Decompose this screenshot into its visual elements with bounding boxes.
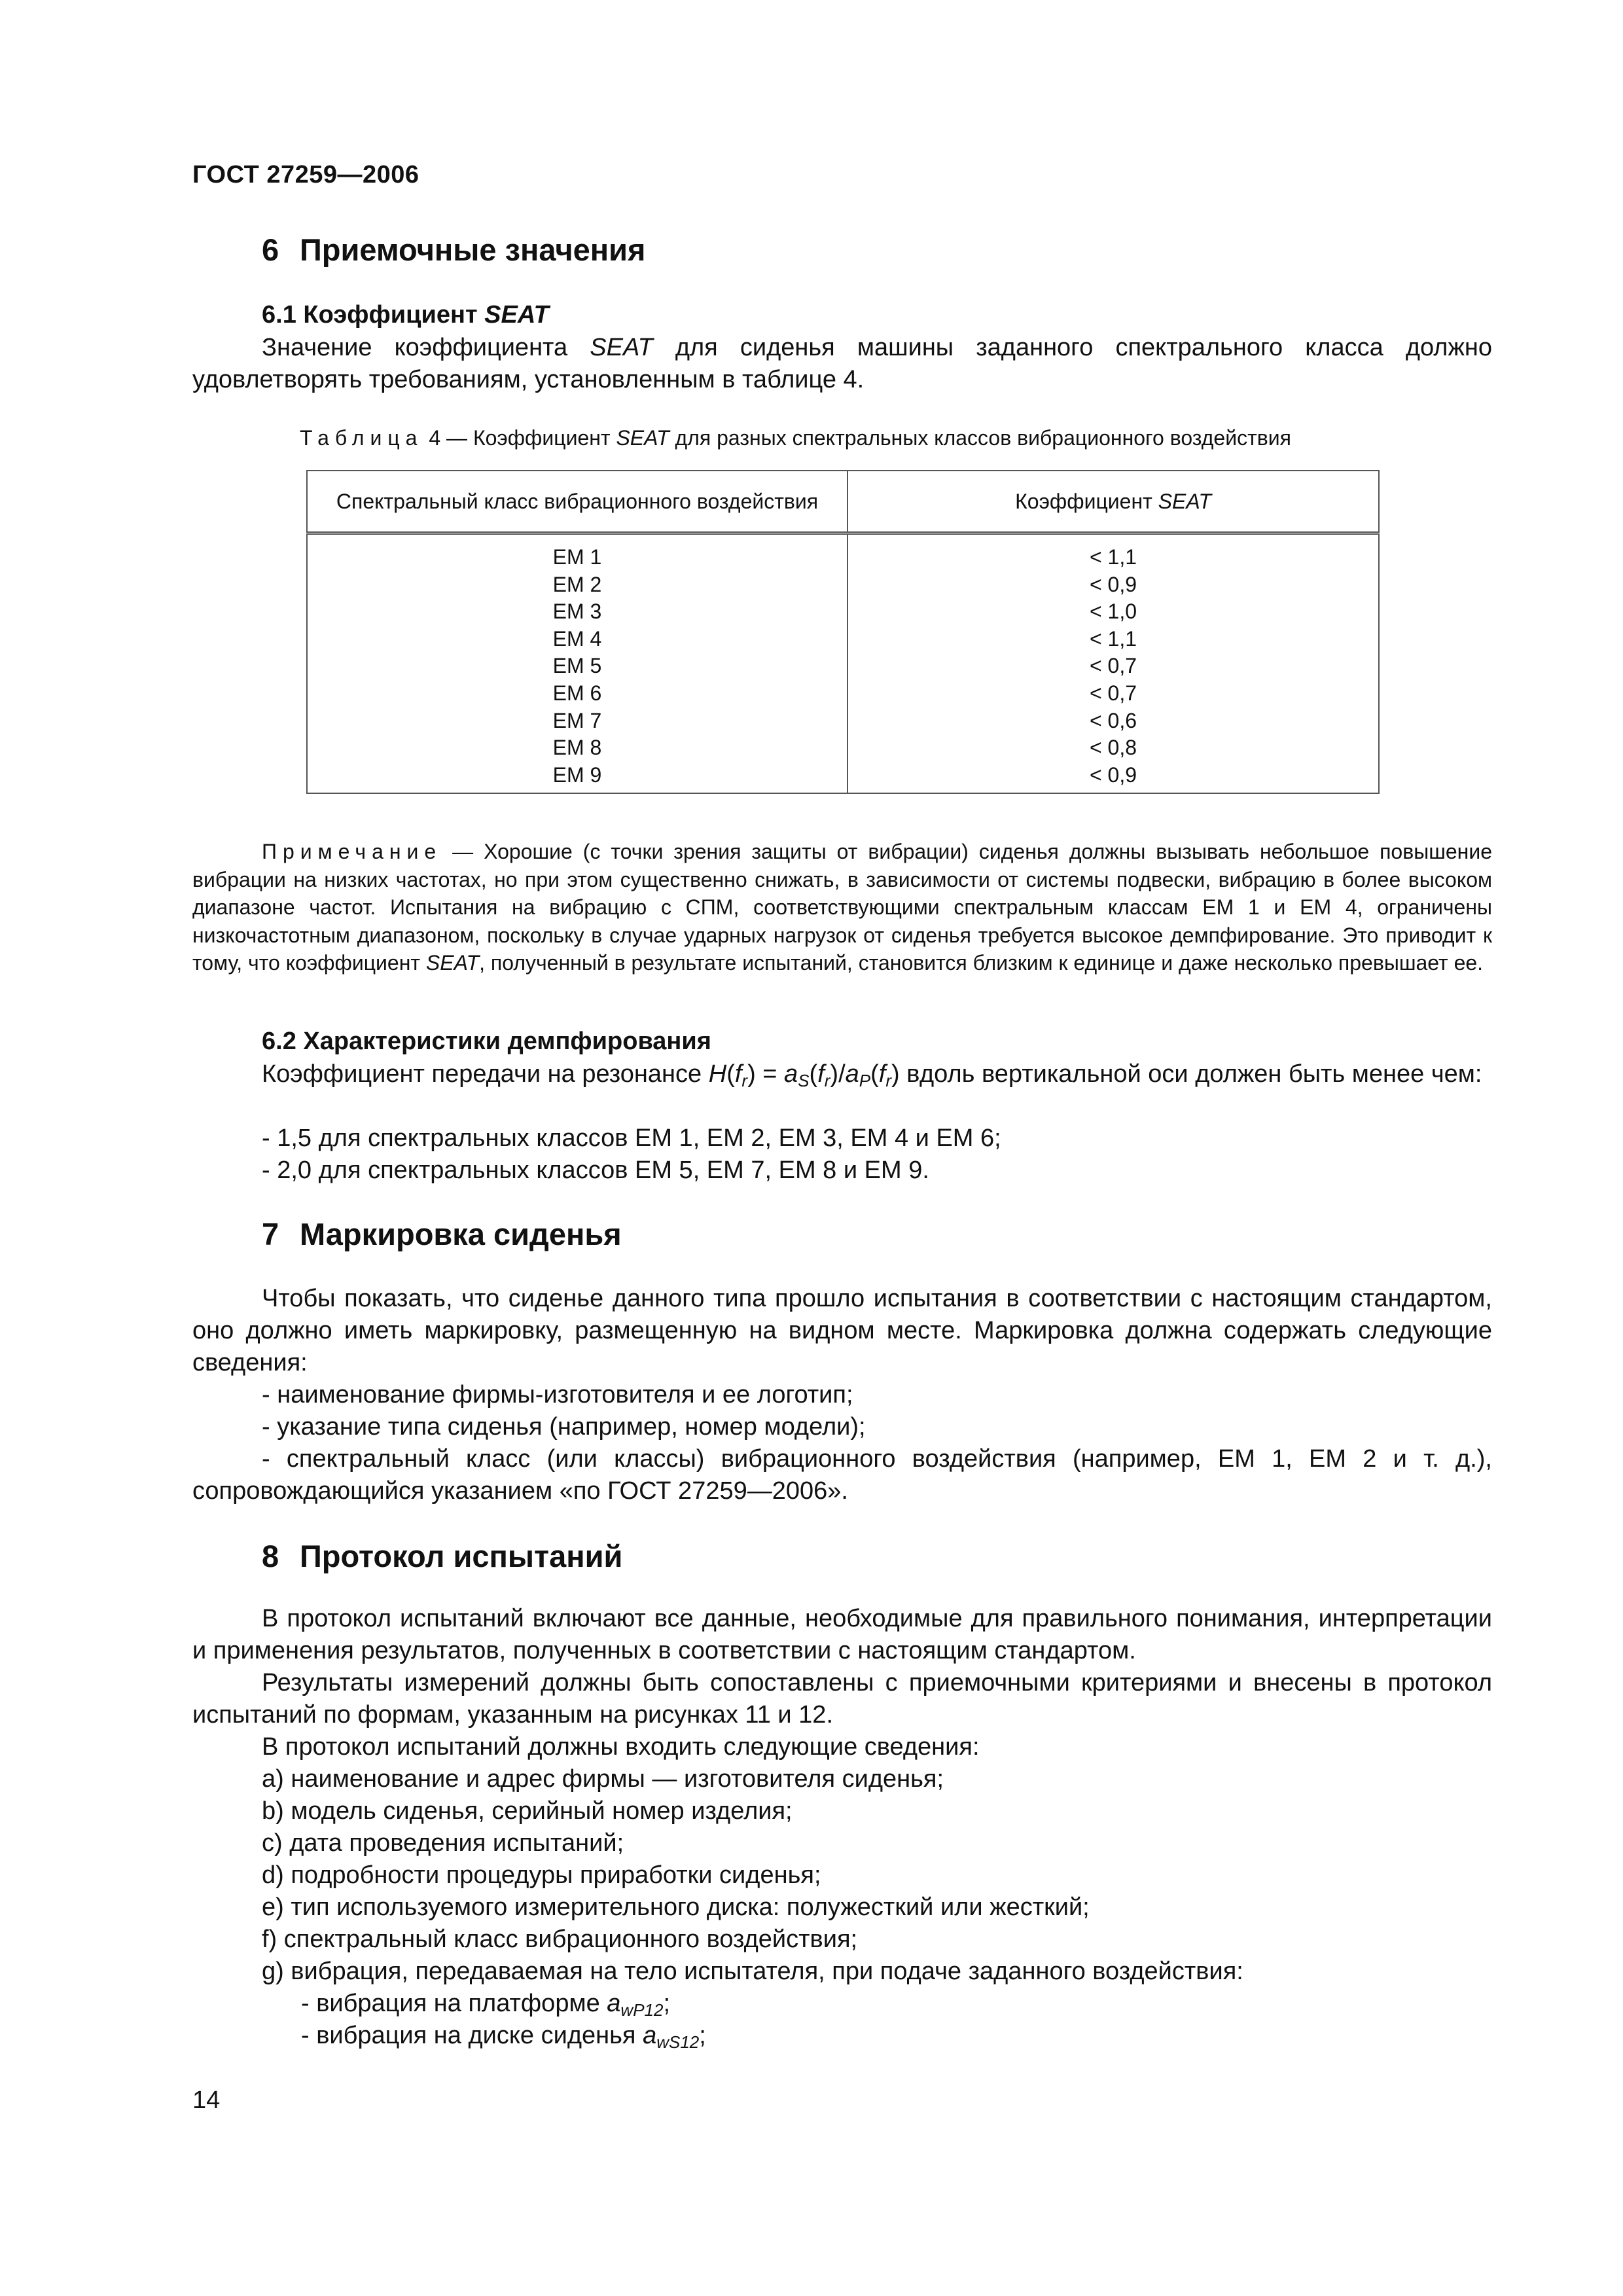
table-4 bbox=[306, 470, 1380, 794]
section-6-heading bbox=[262, 232, 645, 268]
paragraph-7-1: Чтобы показать, что сиденье данного типа прошло испытания в соответствии с настоящим стандартом, оно должно иметь маркировку, размещенную на видном месте. Маркировка должна содержать следующие сведения: bbox=[192, 1285, 1492, 1376]
list-item: d) подробности процедуры приработки сиденья; bbox=[262, 1861, 821, 1889]
list-item: a) наименование и адрес фирмы — изготовителя сиденья; bbox=[262, 1765, 944, 1793]
list-subitem: - вибрация на диске сиденья $a_{wS12}$; bbox=[301, 2022, 706, 2052]
section-number: 6 bbox=[262, 232, 279, 267]
list-item: f) спектральный класс вибрационного воздействия; bbox=[262, 1926, 858, 1953]
list-item: e) тип используемого измерительного диска: полужесткий или жесткий; bbox=[262, 1893, 1090, 1921]
list-8 bbox=[262, 1763, 1243, 1988]
list-item: - наименование фирмы-изготовителя и ее логотип; bbox=[262, 1381, 853, 1408]
list-item: - 1,5 для спектральных классов ЕМ 1, ЕМ 2, ЕМ 3, ЕМ 4 и ЕМ 6; bbox=[262, 1124, 1001, 1152]
list-subitem: - вибрация на платформе $a_{wP12}$; bbox=[301, 1990, 671, 2020]
subsection-6-1-heading: 6.1 Коэффициент SEAT bbox=[262, 301, 549, 329]
table-values-column: < 1,1 < 0,9 < 1,0 < 1,1 < 0,7 < 0,7 < 0,6 < 0,8 < 0,9 bbox=[847, 533, 1379, 794]
section-title: Приемочные значения bbox=[300, 232, 646, 267]
table-note: Примечание — Хорошие (с точки зрения защиты от вибрации) сиденья должны вызывать небольшое повышение вибрации на низких частотах, но при этом существенно снижать, в зависимости от системы подвески, вибрацию в более высоком диапазоне частот. Испытания на вибрацию с СПМ, соответствующими спектральным классам ЕМ 1 и ЕМ 4, ограничены низкочастотным диапазоном, поскольку в случае ударных нагрузок от сиденья требуется высокое демпфирование. Это приводит к тому, что коэффициент SEAT, полученный в результате испытаний, становится близким к единице и даже несколько превышает ее. bbox=[192, 840, 1493, 975]
page-number: 14 bbox=[192, 2087, 221, 2114]
list-item: - указание типа сиденья (например, номер модели); bbox=[262, 1413, 866, 1441]
section-7-heading: 7 Маркировка сиденья bbox=[262, 1217, 622, 1251]
list-item: g) вибрация, передаваемая на тело испытателя, при подаче заданного воздействия: bbox=[262, 1958, 1243, 1985]
paragraph-6-1: Значение коэффициента SEAT для сиденья машины заданного спектрального класса должно удовлетворять требованиям, установленным в таблице 4. bbox=[192, 334, 1493, 393]
paragraph-6-2: Коэффициент передачи на резонансе $H(f_r) = a_S(f_r)/a_P(f_r)$ вдоль вертикальной оси должен быть менее чем: bbox=[262, 1060, 1482, 1090]
list-item: c) дата проведения испытаний; bbox=[262, 1829, 624, 1857]
standard-id: ГОСТ 27259—2006 bbox=[192, 161, 419, 188]
paragraph-7-2: - спектральный класс (или классы) вибрационного воздействия (например, ЕМ 1, ЕМ 2 и т. д.), сопровождающийся указанием «по ГОСТ 27259—2006». bbox=[192, 1445, 1492, 1505]
list-item: - 2,0 для спектральных классов ЕМ 5, ЕМ 7, ЕМ 8 и ЕМ 9. bbox=[262, 1157, 929, 1184]
table-header-seat: Коэффициент SEAT bbox=[847, 471, 1379, 533]
table-header-class: Спектральный класс вибрационного воздействия bbox=[307, 471, 847, 533]
list-7 bbox=[262, 1379, 866, 1443]
section-8-heading: 8 Протокол испытаний bbox=[262, 1539, 623, 1573]
list-8-g-sub bbox=[301, 1988, 706, 2052]
table-4-caption: Таблица 4 — Коэффициент SEAT для разных спектральных классов вибрационного воздействия bbox=[300, 426, 1291, 450]
table-classes-column: ЕМ 1 ЕМ 2 ЕМ 3 ЕМ 4 ЕМ 5 ЕМ 6 ЕМ 7 ЕМ 8 ЕМ 9 bbox=[307, 533, 847, 794]
subsection-6-2-heading: 6.2 Характеристики демпфирования bbox=[262, 1028, 711, 1055]
list-item: b) модель сиденья, серийный номер изделия; bbox=[262, 1797, 793, 1825]
list-6-2 bbox=[262, 1122, 1001, 1187]
paragraph-8-1: В протокол испытаний включают все данные, необходимые для правильного понимания, интерпретации и применения результатов, полученных в соответствии с настоящим стандартом. Результаты измерений должны быть сопоставлены с приемочными критериями и внесены в протокол испытаний по формам, указанным на рисунках 11 и 12. В протокол испытаний должны входить следующие сведения: bbox=[192, 1605, 1492, 1761]
